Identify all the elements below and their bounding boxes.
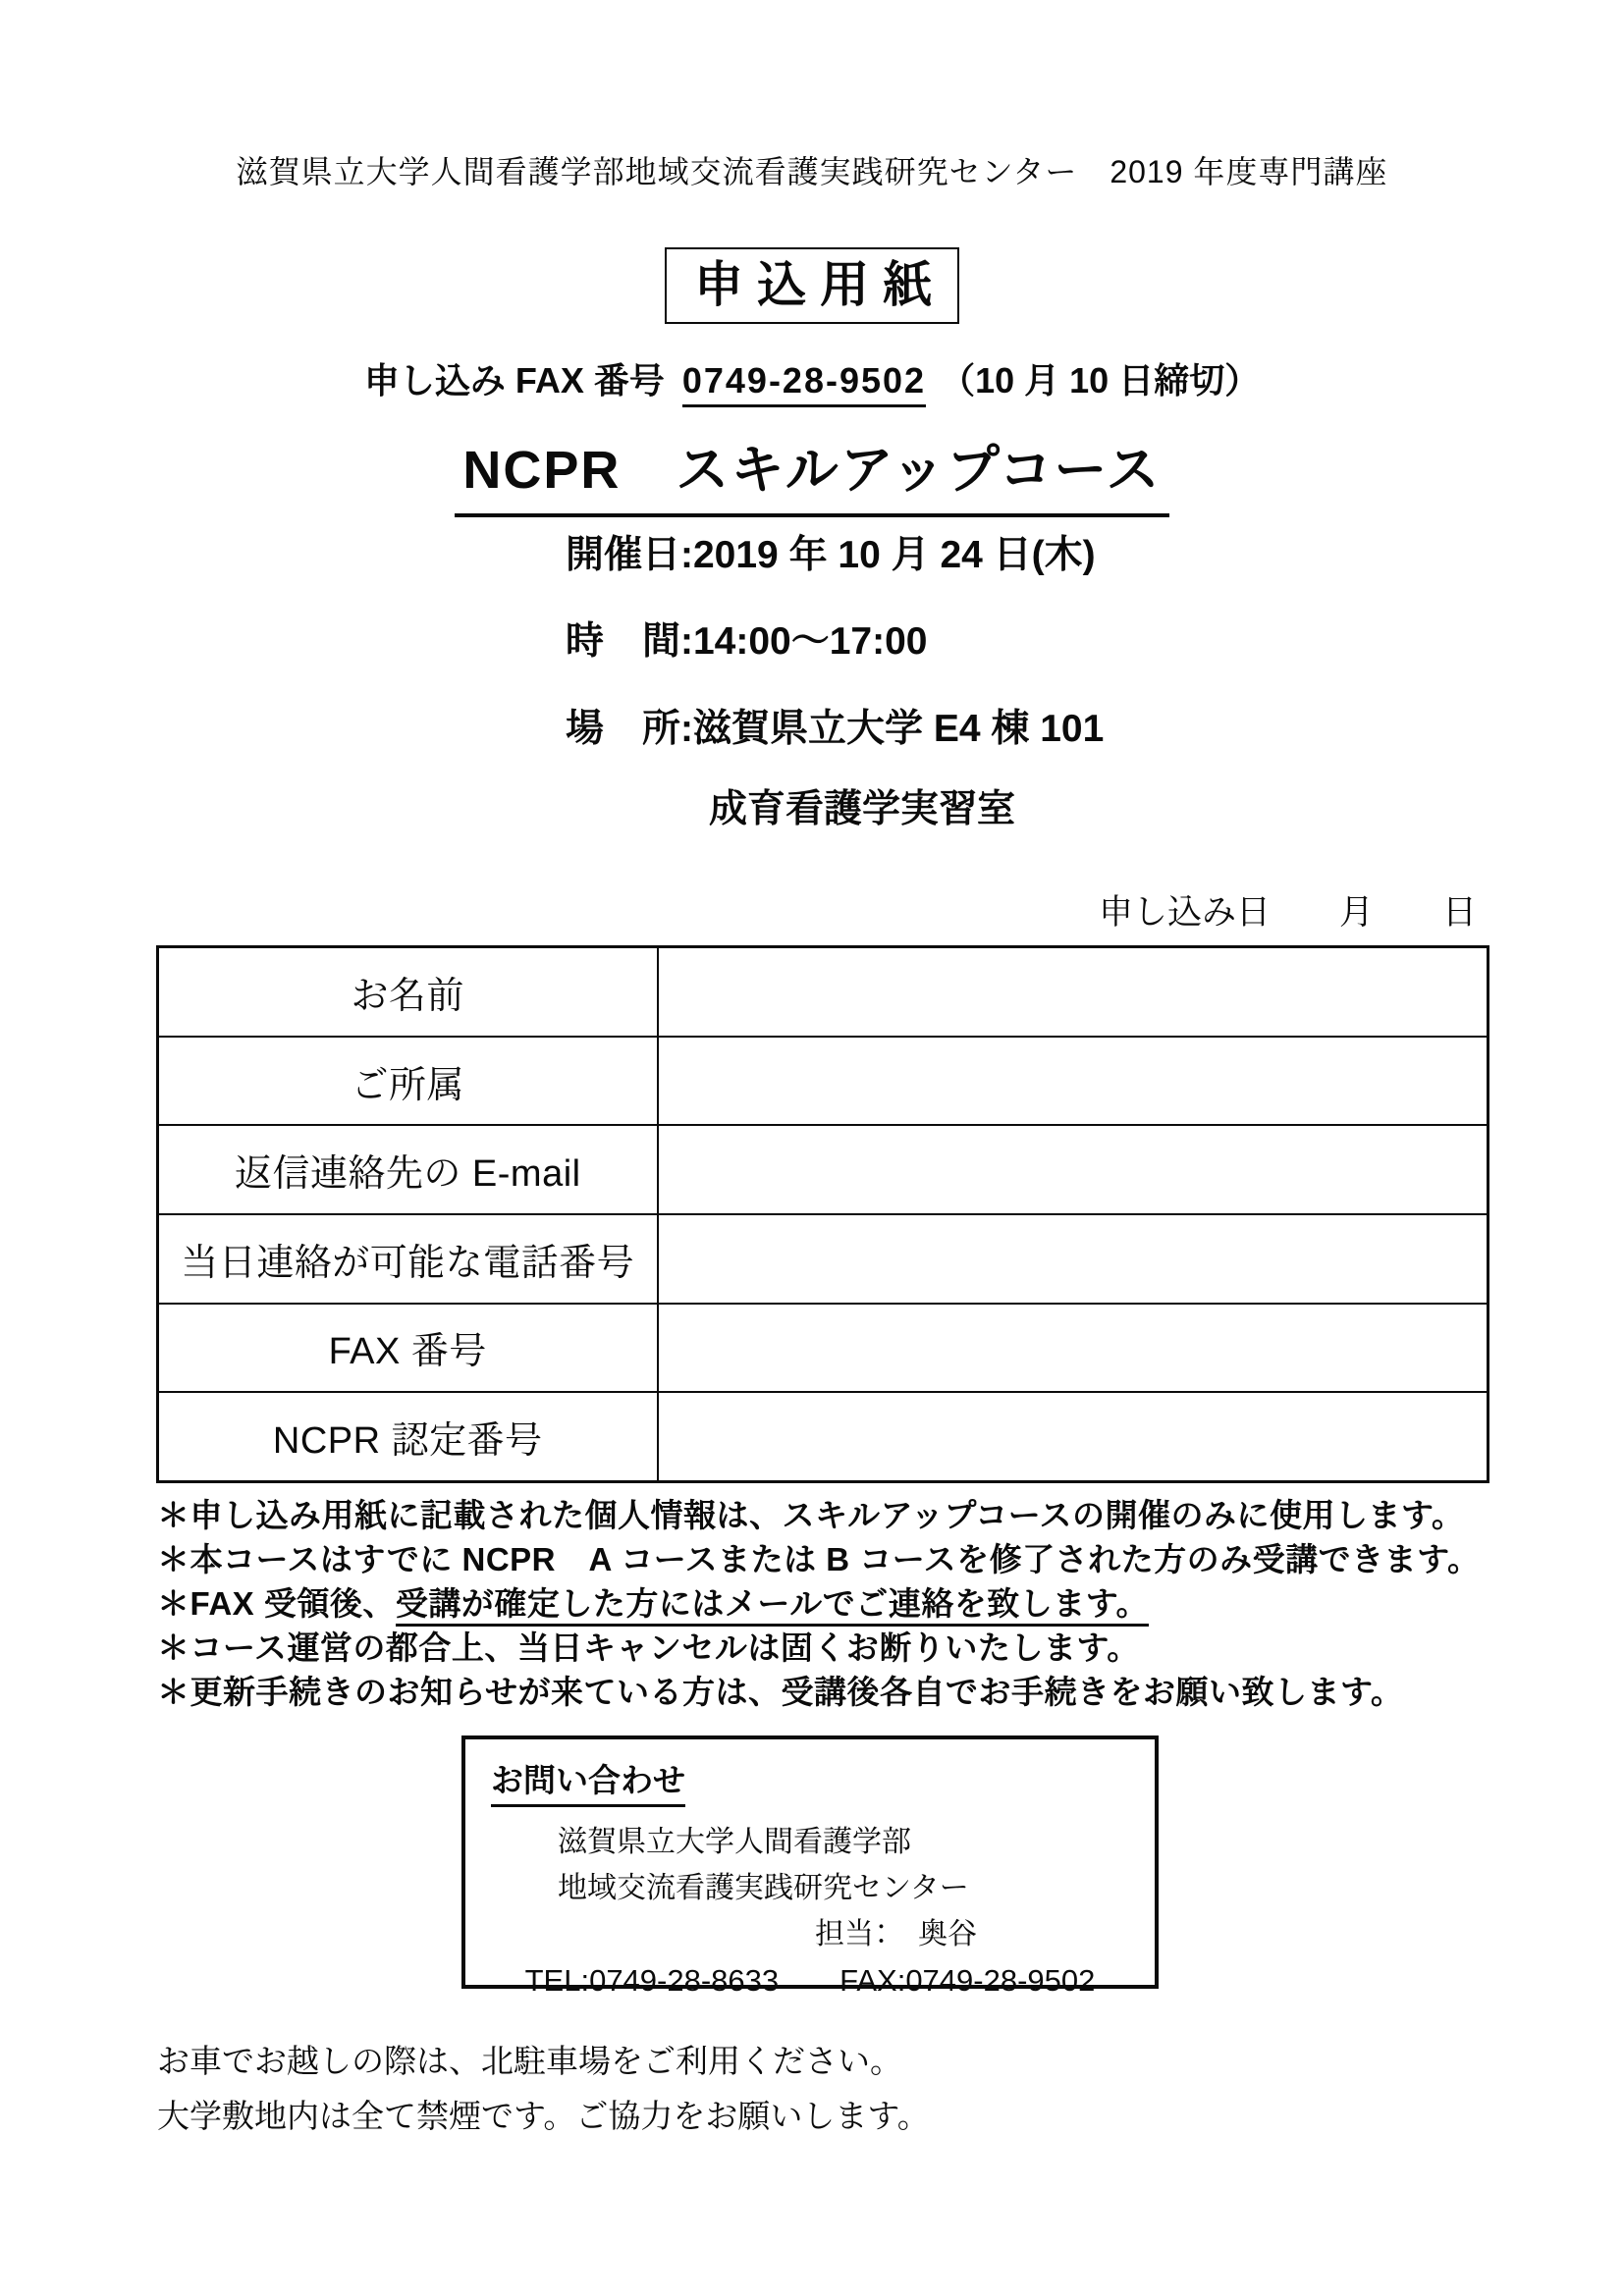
row-label-phone: 当日連絡が可能な電話番号: [158, 1214, 658, 1304]
course-title-wrap: [0, 428, 1624, 517]
contact-title: お問い合わせ: [491, 1755, 685, 1807]
fax-submission-line: [0, 353, 1624, 407]
note-privacy: ＊申し込み用紙に記載された個人情報は、スキルアップコースの開催のみに使用します。: [157, 1497, 1465, 1533]
row-value-ncpr-number: [658, 1392, 1489, 1481]
contact-person-line: 担当： 奥谷: [815, 1918, 977, 1950]
event-date-line: 開催日:2019 年 10 月 24 日(木): [566, 534, 1096, 576]
row-value-fax: [658, 1304, 1489, 1393]
note-confirmation: [157, 1584, 1481, 1629]
footer-smoking-note: 大学敷地内は全て禁煙です。ご協力をお願いします。: [157, 2098, 930, 2134]
note-cancellation: ＊コース運営の都合上、当日キャンセルは固くお断りいたします。: [157, 1629, 1140, 1666]
course-title: NCPR スキルアップコース: [455, 428, 1168, 517]
row-label-name: お名前: [158, 947, 658, 1037]
notes-list: [157, 1496, 1481, 1717]
row-value-name: [658, 947, 1489, 1037]
table-row: [158, 1392, 1489, 1481]
application-form-table: [156, 945, 1489, 1483]
row-value-phone: [658, 1214, 1489, 1304]
row-label-email: 返信連絡先の E-mail: [158, 1125, 658, 1214]
row-label-ncpr-number: NCPR 認定番号: [158, 1392, 658, 1481]
table-row: [158, 947, 1489, 1037]
contact-org-line1: 滋賀県立大学人間看護学部: [558, 1826, 911, 1858]
note-renewal: ＊更新手続きのお知らせが来ている方は、受講後各自でお手続きをお願い致します。: [157, 1674, 1404, 1710]
event-room-line: 成育看護学実習室: [709, 788, 1016, 830]
table-row: [158, 1214, 1489, 1304]
apply-date-line: 申し込み日 月 日: [1098, 893, 1477, 932]
contact-box: [461, 1735, 1159, 1998]
document-header: 滋賀県立大学人間看護学部地域交流看護実践研究センター 2019 年度専門講座: [236, 154, 1388, 189]
fax-line-prefix: 申し込み FAX 番号: [363, 360, 665, 400]
row-label-affiliation: ご所属: [158, 1037, 658, 1126]
table-row: [158, 1125, 1489, 1214]
note-confirmation-underlined: 受講が確定した方にはメールでご連絡を致します。: [396, 1585, 1149, 1627]
form-title: 申込用紙: [694, 257, 946, 312]
note-prerequisite: ＊本コースはすでに NCPR A コースまたは B コースを修了された方のみ受講できます。: [157, 1541, 1481, 1577]
page-footer: [157, 2034, 930, 2144]
fax-deadline: （10 月 10 日締切）: [940, 360, 1261, 400]
form-title-box: [665, 247, 959, 324]
footer-parking-note: お車でお越しの際は、北駐車場をご利用ください。: [157, 2043, 902, 2079]
note-confirmation-prefix: ＊FAX 受領後、: [157, 1585, 396, 1622]
event-place-line: 場 所:滋賀県立大学 E4 棟 101: [566, 708, 1105, 750]
row-value-email: [658, 1125, 1489, 1214]
table-row: [158, 1037, 1489, 1126]
table-row: [158, 1304, 1489, 1393]
event-time-line: 時 間:14:00～17:00: [566, 620, 928, 663]
row-label-fax: FAX 番号: [158, 1304, 658, 1393]
fax-number: 0749-28-9502: [682, 360, 926, 407]
row-value-affiliation: [658, 1037, 1489, 1126]
contact-tel-fax-line: TEL:0749-28-8633 FAX:0749-28-9502: [524, 1963, 1096, 1998]
contact-org-line2: 地域交流看護実践研究センター: [558, 1872, 969, 1904]
